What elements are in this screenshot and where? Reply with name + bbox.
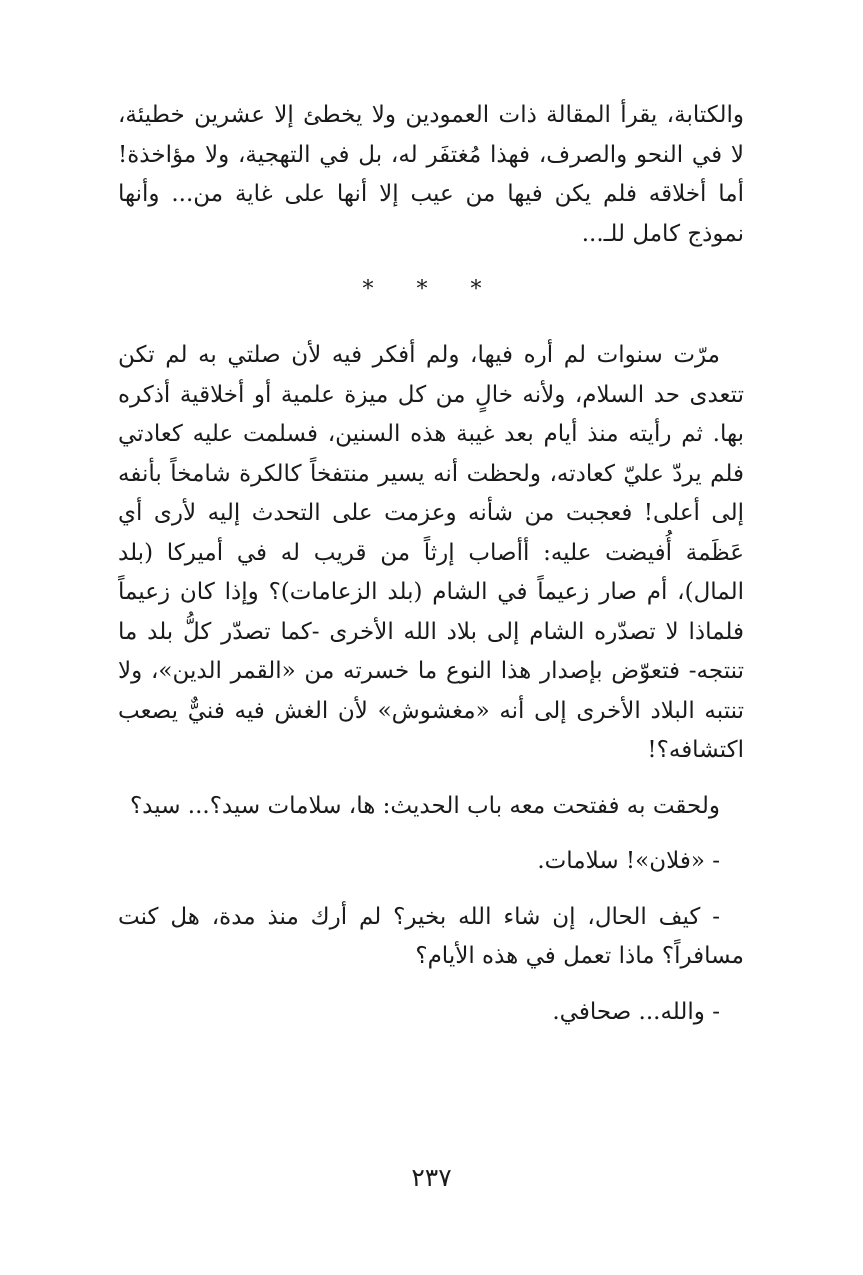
dialogue-line: - كيف الحال، إن شاء الله بخير؟ لم أرك منذ مدة، هل كنت مسافراً؟ ماذا تعمل في هذه الأيام؟ [118, 903, 744, 969]
page-number: ٢٣٧ [411, 1163, 452, 1192]
dialogue-line: - «فلان»! سلامات. [537, 848, 720, 874]
page-body [118, 96, 744, 1032]
section-separator: * * * [362, 277, 500, 302]
paragraph-narrative: مرّت سنوات لم أره فيها، ولم أفكر فيه لأن صلتي به لم تكن تتعدى حد السلام، ولأنه خالٍ من كل ميزة علمية أو أخلاقية أذكره بها. ثم رأيته منذ أيام بعد غيبة هذه السنين، فسلمت عليه كعادتي فلم يردّ عليّ كعادته، ولحظت أنه يسير منتفخاً كالكرة شامخاً بأنفه إلى أعلى! فعجبت من شأنه وعزمت على التحدث إليه لأرى أي عَظَمة أُفيضت عليه: أأصاب إرثاً من قريب له في أميركا (بلد المال)، أم صار زعيماً في الشام (بلد الزعامات)؟ وإذا كان زعيماً فلماذا لا تصدّره الشام إلى بلاد الله الأخرى -كما تصدّر كلُّ بلد ما تنتجه- فتعوّض بإصدار هذا النوع ما خسرته من «القمر الدين»، ولا تنتبه البلاد الأخرى إلى أنه «مغشوش» لأن الغش فيه فنيٌّ يصعب اكتشافه؟! [118, 342, 744, 763]
dialogue-line: - والله... صحافي. [552, 998, 720, 1025]
paragraph-dialogue-intro: ولحقت به ففتحت معه باب الحديث: ها، سلامات سيد؟... سيد؟ [129, 792, 720, 819]
paragraph-continued: والكتابة، يقرأ المقالة ذات العمودين ولا يخطئ إلا عشرين خطيئة، لا في النحو والصرف، فهذا مُغتفَر له، بل في التهجية، ولا مؤاخذة! أما أخلاقه فلم يكن فيها من عيب إلا أنها على غاية من... وأنها نموذج كامل للـ... [118, 102, 744, 247]
